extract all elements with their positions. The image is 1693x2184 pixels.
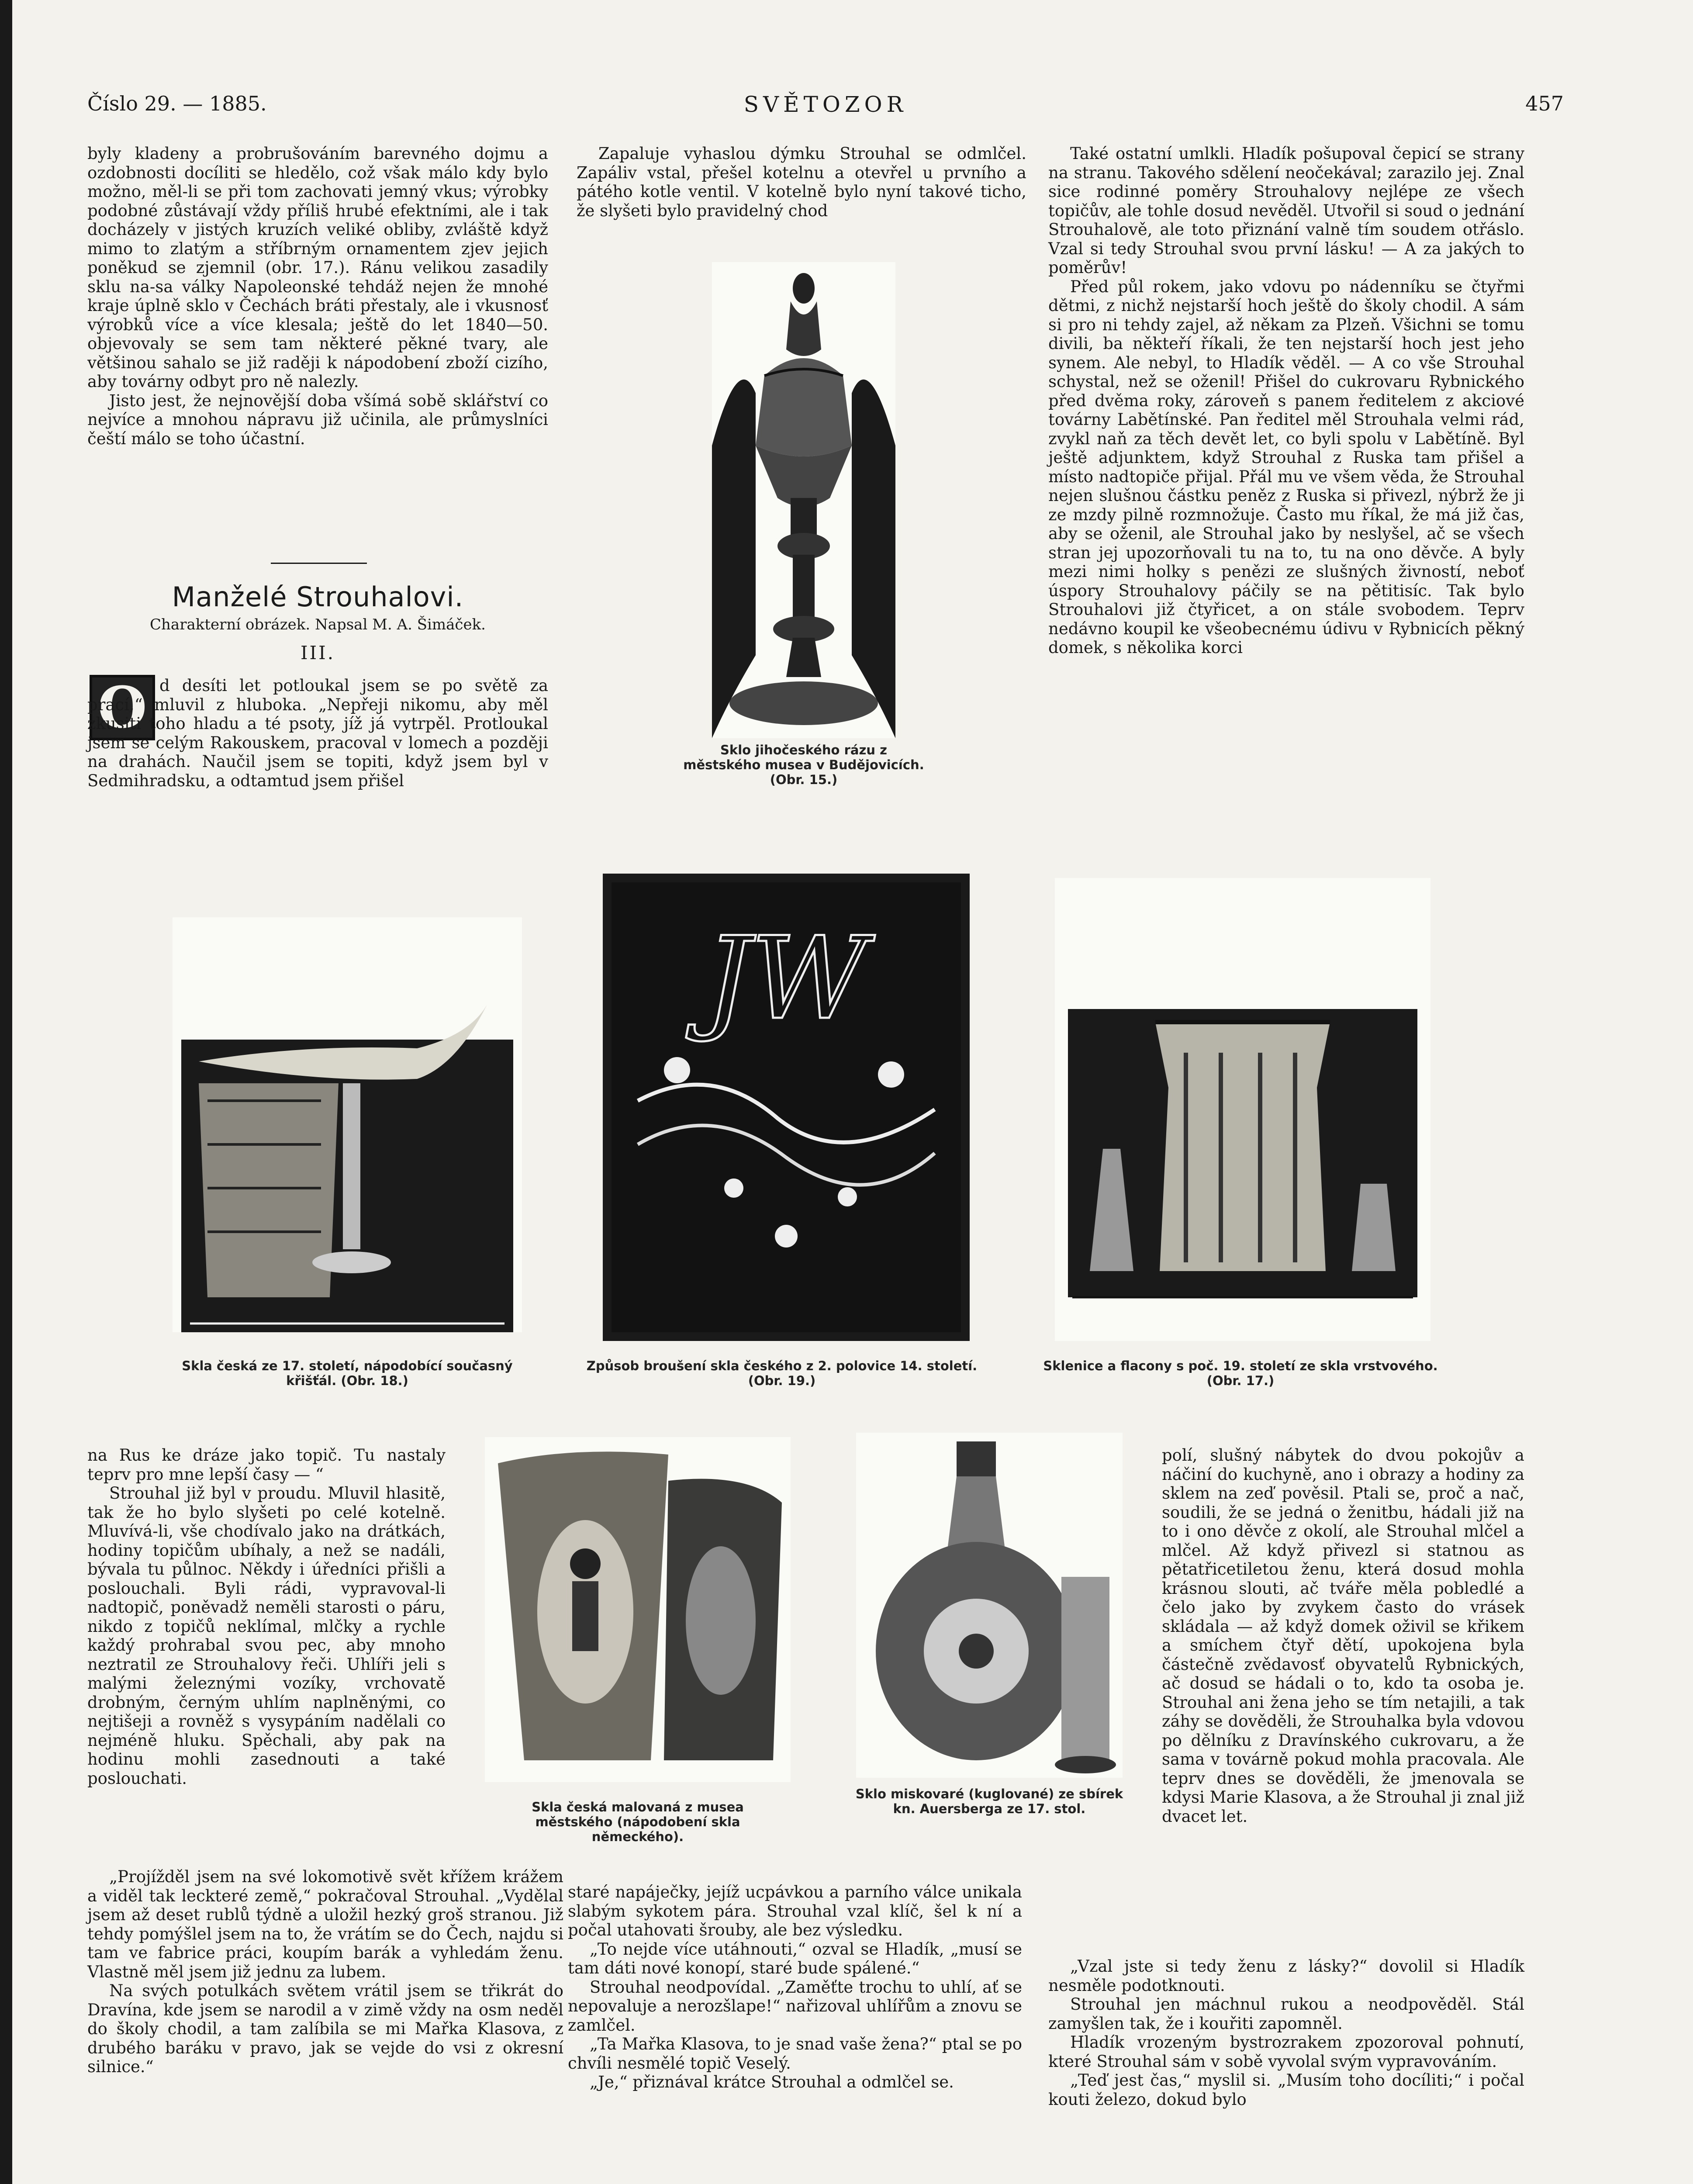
figure-17-caption: Sklenice a flacony s poč. 19. století ze skla vrstvového. (Obr. 17.) — [1043, 1358, 1438, 1388]
paragraph: Zapaluje vyhaslou dýmku Strouhal se odmlčel. Zapáliv vstal, přešel kotelnu a otevřel u prvního a pátého kotle ventil. V kotelně bylo nyní takové ticho, že slyšeti bylo pravidelný chod — [577, 144, 1026, 220]
painted-glass-caption: Skla česká malovaná z musea městského (nápodobení skla německého). — [532, 1800, 744, 1844]
paragraph: byly kladeny a probrušováním barevného dojmu a ozdobnosti docíliti se hledělo, což však málo kdy bylo možno, měl-li se při tom zachovati jemný vkus; výrobky podobné zůstávají vždy příliš hrubé efektními, ale i tak docházely v jistých kruzích veliké obliby, zvláště když mimo to zlatým a stříbrným ornamentem zjev jejich poněkud se zjemnil (obr. 17.). Ránu velikou zasadily sklu na-sa války Napoleonské tehdáž nejen že mnohé kraje úplně sklo v Čechách bráti přestaly, ale i vkusnosť výrobků více a více klesala; ještě do let 1840—50. objevovaly se sem tam některé pěkné tvary, ale většinou sahalo se již raději k nápodobení zboží cizího, aby továrny odbyt pro ně nalezly. — [87, 144, 548, 391]
running-head — [87, 92, 1564, 127]
cut-glass-caption: Sklo miskovaré (kuglované) ze sbírek kn. Auersberga ze 17. stol. — [855, 1787, 1123, 1816]
paragraph: „Vzal jste si tedy ženu z lásky?“ dovolil si Hladík nesměle podotknouti. — [1048, 1957, 1524, 1995]
column-3-bottom-wide — [1048, 1957, 1524, 2109]
paragraph: „Projížděl jsem na své lokomotivě svět křížem krážem a viděl tak leckteré země,“ pokračoval Strouhal. „Vydělal jsem až deset rublů týdně a uložil hezký groš stranou. Již tehdy pomýšlel jsem na to, že vrátím se do Čech, najdu si tam ve fabrice práci, koupím barák a vyhledám ženu. Vlastně měl jsem již jednu za lubem. — [87, 1867, 563, 1981]
figure-15-caption: Sklo jihočeského rázu z městského musea v Budějovicích. (Obr. 15.) — [683, 743, 924, 787]
column-1-bottom-narrow — [87, 1446, 446, 1788]
paragraph: Hladík vrozeným bystrozrakem zpozoroval pohnutí, které Strouhal sám v sobě vyvolal svým vypravováním. — [1048, 2033, 1524, 2071]
paragraph: „To nejde více utáhnouti,“ ozval se Hladík, „musí se tam dáti nové konopí, staré bude spálené.“ — [568, 1939, 1022, 1977]
story-title: Manželé Strouhalovi. — [172, 581, 464, 613]
paragraph: „Ta Mařka Klasova, to je snad vaše žena?“ ptal se po chvíli nesmělé topič Veselý. — [568, 2035, 1022, 2073]
paragraph: na Rus ke dráze jako topič. Tu nastaly teprv pro mne lepší časy — “ — [87, 1446, 446, 1484]
cut-glass-flask-illustration — [856, 1433, 1123, 1778]
paragraph: Strouhal neodpovídal. „Zaměťte trochu to uhlí, ať se nepovaluje a nerozšlape!“ nařizoval uhlířům a znovu se zamlčel. — [568, 1977, 1022, 2035]
figure-19-caption: Způsob broušení skla českého z 2. polovice 14. století. (Obr. 19.) — [586, 1358, 978, 1388]
paragraph: Strouhal již byl v proudu. Mluvil hlasitě, tak že ho bylo slyšeti po celé kotelně. Mluvívá-li, vše chodívalo jako na drátkách, hodiny topičům ubíhaly, a než se nadáli, bývala tu půlnoc. Někdy i úředníci přišli a poslouchali. Byli rádi, vypravoval-li nadtopič, poněvadž neměli starosti o páru, nikdo z topičů neklímal, mlčky a rychle každý prohrabal svou pec, aby mnoho neztratil ze Strouhalovy řeči. Uhlíři jeli s malými železnými vozíky, vrchovatě drobným, černým uhlím naplněnými, co nejtišeji a rovněž s vysypáním nadělali co nejméně hluku. Spěchali, aby pak na hodinu mohli zasednouti a také poslouchati. — [87, 1484, 446, 1788]
svg-text:JW: JW — [705, 913, 867, 1045]
figure-18-caption: Skla česká ze 17. století, nápodobící současný křišťál. (Obr. 18.) — [182, 1358, 513, 1388]
column-3-bottom — [1162, 1446, 1524, 1826]
paragraph: „Je,“ přiznával krátce Strouhal a odmlčel se. — [590, 2073, 954, 2091]
engraved-glass-illustration — [603, 874, 970, 1341]
flacons-illustration — [1055, 878, 1430, 1341]
paragraph: Strouhal jen máchnul rukou a neodpověděl. Stál zamyšlen tak, že i kouřiti zapomněl. — [1048, 1995, 1524, 2033]
page-edge-shadow — [0, 0, 12, 2184]
story-subtitle: Charakterní obrázek. Napsal M. A. Šimáček. — [150, 616, 486, 633]
chapter-number: III. — [300, 642, 335, 663]
paragraph: staré napáječky, jejíž ucpávkou a parního válce unikala slabým sykotem pára. Strouhal vzal klíč, šel k ní a počal utahovati šrouby, ale bez výsledku. — [568, 1883, 1022, 1939]
column-1-top — [87, 144, 548, 448]
story-opening — [87, 676, 548, 790]
page-number: 457 — [1525, 92, 1564, 115]
paragraph: Na svých potulkách světem vrátil jsem se třikrát do Dravína, kde jsem se narodil a v zimě vždy na osm neděl do školy chodil, a tam zalíbila se mi Mařka Klasova, z drubého baráku v pravo, jak se vejde do vsi z okresní silnice.“ — [87, 1981, 563, 2076]
paragraph: polí, slušný nábytek do dvou pokojův a náčiní do kuchyně, ano i obrazy a hodiny za sklem na zeď pověsil. Ptali se, proč a nač, soudili, že se jedná o ženitbu, hádali již na to i ono děvče z okolí, ale Strouhal mlčel a mlčel. Až když přivezl si statnou as pětatřicetiletou ženu, která dosud mohla krásnou slouti, ač tváře měla pobledlé a čelo jako by zvykem často do vrásek skládala — až když domek oživil se křikem a smíchem čtyř dětí, upokojena byla částečně zvědavosť obyvatelů Rybnických, ač dosud se hádali o to, kdo ta osoba je. Strouhal ani žena jeho se tím netajili, a tak záhy se dověděli, že Strouhalka byla vdovou po dělníku z Dravínského cukrovaru, a že sama v továrně pokud mohla pracovala. Ale teprv dnes se dověděli, že jmenovala se kdysi Marie Klasova, a že Strouhal ji znal již dvacet let. — [1162, 1446, 1524, 1826]
column-3-top — [1048, 144, 1524, 657]
paragraph: „Teď jest čas,“ myslil si. „Musím toho docíliti;“ i počal kouti železo, dokud bylo — [1048, 2071, 1524, 2109]
issue-number: Číslo 29. — 1885. — [87, 92, 267, 115]
journal-title: SVĚTOZOR — [743, 92, 908, 117]
column-1-bottom-wide — [87, 1867, 563, 2077]
section-divider — [271, 563, 367, 564]
drop-cap-letter: O — [97, 674, 147, 741]
goblet-illustration — [712, 262, 895, 738]
column-2-top — [577, 144, 1026, 220]
paragraph: Jisto jest, že nejnovější doba všímá sobě sklářství co nejvíce a mnohou nápravu již učinila, ale průmyslníci čeští málo se toho účastní. — [87, 391, 548, 448]
paragraph: Také ostatní umlkli. Hladík pošupoval čepicí se strany na stranu. Takového sdělení neočekával; zarazilo jej. Znal sice rodinné poměry Strouhalovy nejlépe ze všech topičův, ale tohle dosud nevěděl. Utvořil si soud o jednání Strouhalově, ale toto přiznání valně tím soudem otřáslo. Vzal si tedy Strouhal svou první lásku! — A za jakých to poměrův! — [1048, 144, 1524, 277]
paragraph: Před půl rokem, jako vdovu po nádenníku se čtyřmi dětmi, z nichž nejstarší hoch ještě do školy chodil. A sám si pro ni tehdy zajel, až někam za Plzeň. Všichni se tomu divili, ba někteří říkali, že ten nejstarší hoch jest jeho synem. Ale nebyl, to Hladík věděl. — A co vše Strouhal schystal, než se oženil! Přišel do cukrovaru Rybnického před dvěma roky, zároveň s panem ředitelem z akciové továrny Labětínské. Pan ředitel měl Strouhala velmi rád, zvykl naň za těch devět let, co byli spolu v Labětíně. Byl ještě adjunktem, když Strouhal z Ruska tam přišel a místo nadtopiče přijal. Přál mu ve všem věda, že Strouhal nejen slušnou částku peněz z Ruska si přivezl, nýbrž že ji ze mzdy pilně rozmnožuje. Často mu říkal, že má již čas, aby se oženil, ale Strouhal jako by neslyšel, ač se všech stran jej upozorňovali tu na to, tu na ono děvče. A byly mezi nimi holky s penězi ze slušných živností, neboť úspory Strouhalovy páčily se na pětitisíc. Tak bylo Strouhalovi již čtyřicet, a on stále svobodem. Teprv nedávno koupil ke všeobecnému údivu v Rybnicích pěkný domek, s několika korci — [1048, 277, 1524, 657]
painted-glass-illustration — [485, 1437, 791, 1782]
crystal-glasses-illustration — [173, 917, 522, 1332]
paragraph: d desíti let potloukal jsem se po světě za prací,“ mluvil z hluboka. „Nepřeji nikomu, aby měl zkusiti toho hladu a té psoty, jíž já vytrpěl. Protloukal jsem se celým Rakouskem, pracoval v lomech a později na drahách. Naučil jsem se topiti, když jsem byl v Sedmihradsku, a odtamtud jsem přišel — [87, 676, 548, 790]
column-2-bottom — [568, 1883, 1022, 2092]
